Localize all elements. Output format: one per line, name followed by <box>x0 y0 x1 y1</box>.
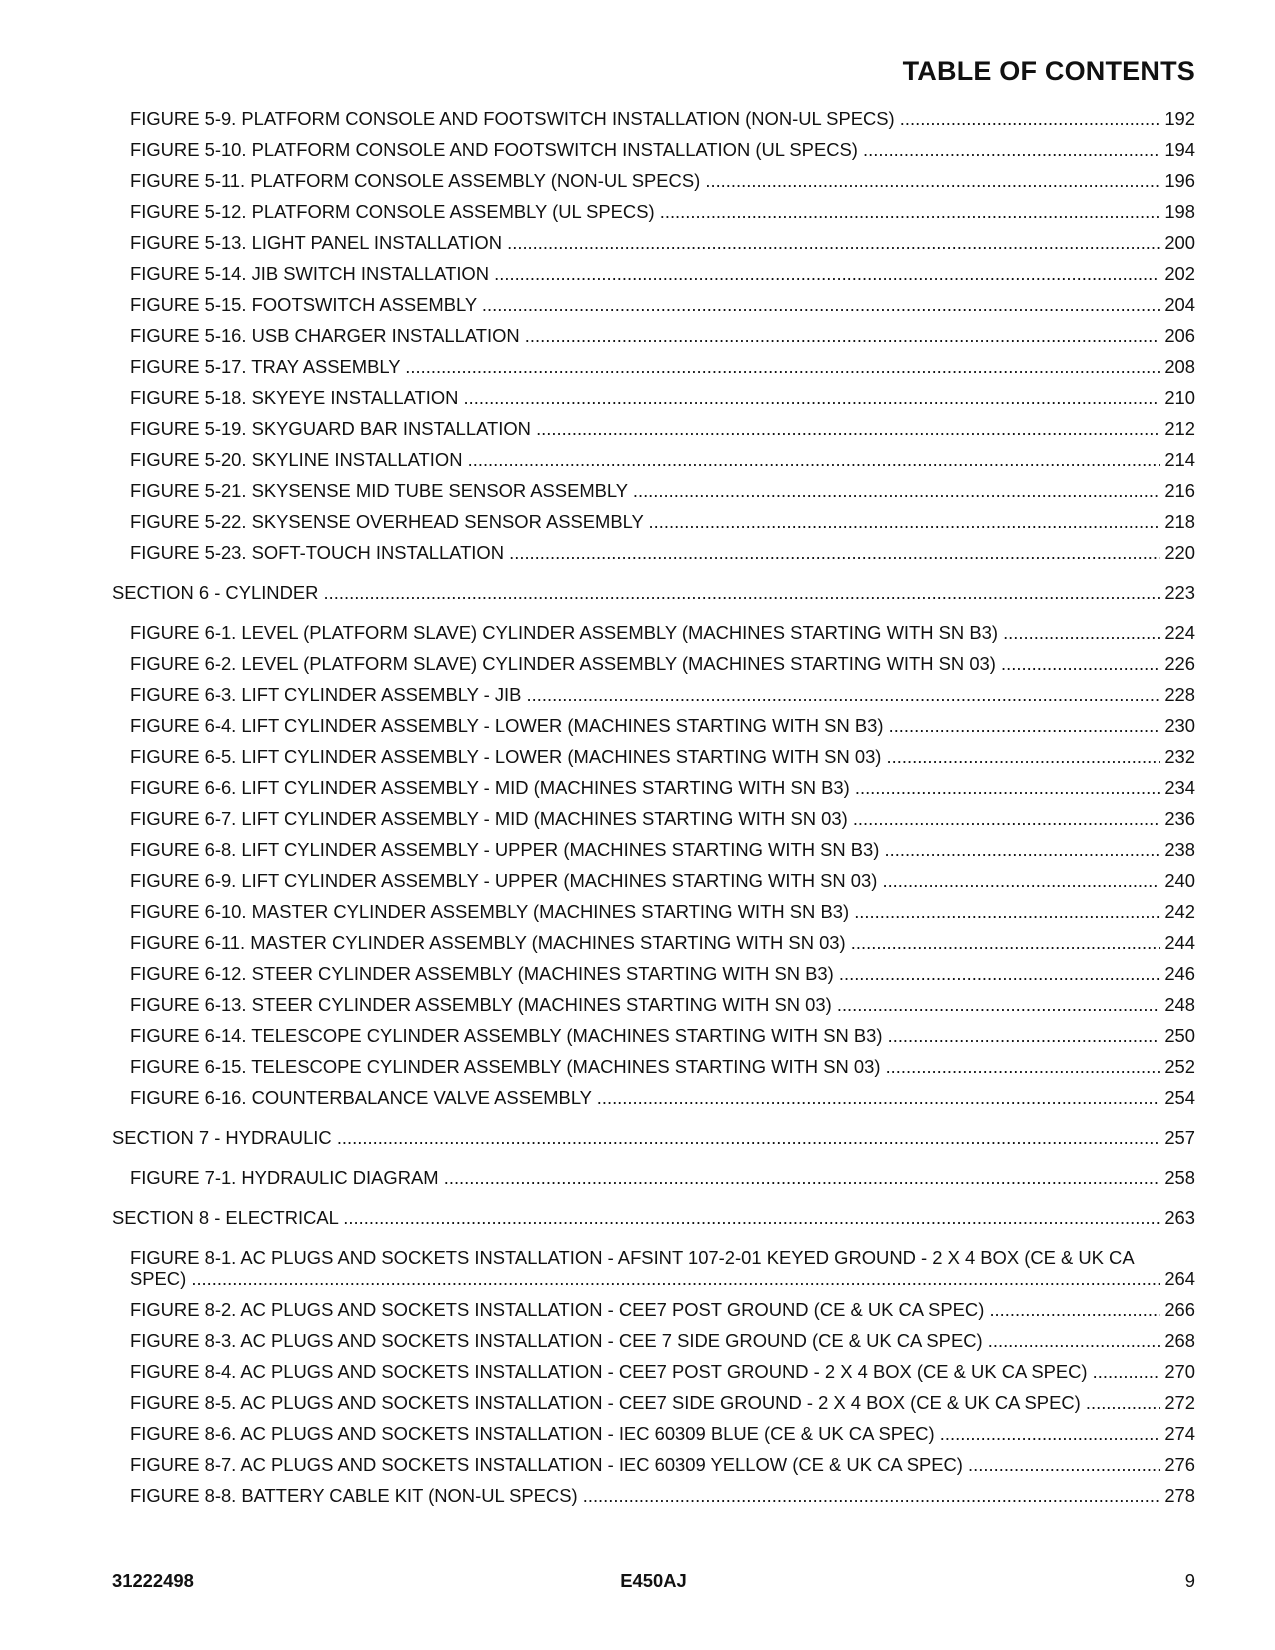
toc-entry[interactable] <box>130 201 1195 222</box>
toc-entry-page: 248 <box>1164 994 1195 1015</box>
toc-entry-page: 254 <box>1164 1087 1195 1108</box>
toc-entry-page: 270 <box>1164 1361 1195 1382</box>
toc-entry-title: FIGURE 7-1. HYDRAULIC DIAGRAM ..... <box>130 1167 1160 1188</box>
toc-entry-page: 216 <box>1164 480 1195 501</box>
toc-entry-title: FIGURE 8-2. AC PLUGS AND SOCKETS INSTALLATION - CEE7 POST GROUND (CE & UK CA SPEC) ..... <box>130 1299 1160 1320</box>
toc-entry-page: 244 <box>1164 932 1195 953</box>
toc-section-page: 263 <box>1164 1207 1195 1228</box>
toc-entry-title: FIGURE 6-2. LEVEL (PLATFORM SLAVE) CYLINDER ASSEMBLY (MACHINES STARTING WITH SN 03) ..... <box>130 653 1160 674</box>
toc-section-page: 223 <box>1164 582 1195 603</box>
toc-entry[interactable] <box>130 511 1195 532</box>
toc-entry-title: FIGURE 6-6. LIFT CYLINDER ASSEMBLY - MID (MACHINES STARTING WITH SN B3) ..... <box>130 777 1160 798</box>
toc-entry-page: 196 <box>1164 170 1195 191</box>
toc-entry-title: FIGURE 5-10. PLATFORM CONSOLE AND FOOTSWITCH INSTALLATION (UL SPECS) ..... <box>130 139 1160 160</box>
model-name: E450AJ <box>620 1570 687 1591</box>
toc-entry[interactable] <box>130 1423 1195 1444</box>
toc-entry-title: FIGURE 8-7. AC PLUGS AND SOCKETS INSTALLATION - IEC 60309 YELLOW (CE & UK CA SPEC) ..... <box>130 1454 1160 1475</box>
toc-entry[interactable] <box>130 901 1195 922</box>
toc-entry[interactable] <box>130 449 1195 470</box>
toc-entry-page: 220 <box>1164 542 1195 563</box>
toc-entry-page: 218 <box>1164 511 1195 532</box>
toc-section-6[interactable] <box>112 582 1195 603</box>
toc-entry[interactable] <box>130 1087 1195 1108</box>
toc-entry[interactable] <box>130 1025 1195 1046</box>
toc-entry-page: 200 <box>1164 232 1195 253</box>
toc-entry[interactable] <box>130 1330 1195 1351</box>
toc-entry-page: 210 <box>1164 387 1195 408</box>
toc-entry-title: FIGURE 6-13. STEER CYLINDER ASSEMBLY (MACHINES STARTING WITH SN 03) ..... <box>130 994 1160 1015</box>
toc-entry[interactable] <box>130 356 1195 377</box>
toc-entry-page: 238 <box>1164 839 1195 860</box>
toc-entry-title: FIGURE 6-15. TELESCOPE CYLINDER ASSEMBLY (MACHINES STARTING WITH SN 03) ..... <box>130 1056 1160 1077</box>
toc-entry[interactable] <box>130 387 1195 408</box>
toc-entry-page: 206 <box>1164 325 1195 346</box>
toc-entry[interactable] <box>130 480 1195 501</box>
toc-entry[interactable] <box>130 108 1195 129</box>
toc-entry[interactable] <box>130 839 1195 860</box>
toc-entry-page: 266 <box>1164 1299 1195 1320</box>
toc-entry-page: 208 <box>1164 356 1195 377</box>
toc-entry-title: FIGURE 8-1. AC PLUGS AND SOCKETS INSTALLATION - AFSINT 107-2-01 KEYED GROUND - 2 X 4 BOX (CE & UK CA <box>130 1247 1135 1268</box>
toc-entry-title: FIGURE 8-5. AC PLUGS AND SOCKETS INSTALLATION - CEE7 SIDE GROUND - 2 X 4 BOX (CE & UK CA SPEC) ..... <box>130 1392 1160 1413</box>
toc-entry-title: FIGURE 6-12. STEER CYLINDER ASSEMBLY (MACHINES STARTING WITH SN B3) ..... <box>130 963 1160 984</box>
toc-entry[interactable] <box>130 808 1195 829</box>
toc-entry-page: 192 <box>1164 108 1195 129</box>
toc-entry-page: 272 <box>1164 1392 1195 1413</box>
toc-entry-title: FIGURE 6-14. TELESCOPE CYLINDER ASSEMBLY (MACHINES STARTING WITH SN B3) ..... <box>130 1025 1160 1046</box>
toc-entry-title: FIGURE 6-8. LIFT CYLINDER ASSEMBLY - UPPER (MACHINES STARTING WITH SN B3) ..... <box>130 839 1160 860</box>
toc-entry-page: 276 <box>1164 1454 1195 1475</box>
toc-entry-page: 194 <box>1164 139 1195 160</box>
toc-entry-title: FIGURE 5-23. SOFT-TOUCH INSTALLATION ..... <box>130 542 1160 563</box>
toc-entry-page: 242 <box>1164 901 1195 922</box>
toc-entry-page: 230 <box>1164 715 1195 736</box>
toc-section-title: SECTION 6 - CYLINDER ..... <box>112 582 1160 603</box>
toc-entry-page: 198 <box>1164 201 1195 222</box>
toc-entry[interactable] <box>130 542 1195 563</box>
toc-entry[interactable] <box>130 1056 1195 1077</box>
toc-entry-title: FIGURE 5-11. PLATFORM CONSOLE ASSEMBLY (NON-UL SPECS) ..... <box>130 170 1160 191</box>
toc-entry-page: 232 <box>1164 746 1195 767</box>
toc-entry[interactable] <box>130 1392 1195 1413</box>
toc-entry-page: 228 <box>1164 684 1195 705</box>
toc-entry[interactable] <box>130 1485 1195 1506</box>
toc-entry-title: FIGURE 6-4. LIFT CYLINDER ASSEMBLY - LOWER (MACHINES STARTING WITH SN B3) ..... <box>130 715 1160 736</box>
document-number: 31222498 <box>112 1570 194 1591</box>
toc-entry-page: 234 <box>1164 777 1195 798</box>
toc-entry[interactable] <box>130 1247 1195 1289</box>
toc-entry-page: 246 <box>1164 963 1195 984</box>
toc-entry-page: 274 <box>1164 1423 1195 1444</box>
toc-entry-page: 236 <box>1164 808 1195 829</box>
toc-entry-title: FIGURE 8-3. AC PLUGS AND SOCKETS INSTALLATION - CEE 7 SIDE GROUND (CE & UK CA SPEC) ..... <box>130 1330 1160 1351</box>
toc-entry-title: FIGURE 6-9. LIFT CYLINDER ASSEMBLY - UPPER (MACHINES STARTING WITH SN 03) ..... <box>130 870 1160 891</box>
toc-entry-title: FIGURE 6-3. LIFT CYLINDER ASSEMBLY - JIB ..... <box>130 684 1160 705</box>
toc-section-title: SECTION 7 - HYDRAULIC ..... <box>112 1127 1160 1148</box>
toc-entry[interactable] <box>130 418 1195 439</box>
toc-entry-page: 212 <box>1164 418 1195 439</box>
toc-entry-page: 226 <box>1164 653 1195 674</box>
toc-entry-title: FIGURE 5-22. SKYSENSE OVERHEAD SENSOR ASSEMBLY ..... <box>130 511 1160 532</box>
toc-entry-title: FIGURE 5-16. USB CHARGER INSTALLATION ..... <box>130 325 1160 346</box>
toc-entry[interactable] <box>130 294 1195 315</box>
toc-entry-page: 202 <box>1164 263 1195 284</box>
toc-entry-title: FIGURE 6-16. COUNTERBALANCE VALVE ASSEMBLY ..... <box>130 1087 1160 1108</box>
toc-entry-title: FIGURE 8-8. BATTERY CABLE KIT (NON-UL SPECS) ..... <box>130 1485 1160 1506</box>
toc-entry-title: FIGURE 5-9. PLATFORM CONSOLE AND FOOTSWITCH INSTALLATION (NON-UL SPECS) ..... <box>130 108 1160 129</box>
toc-entry[interactable] <box>130 870 1195 891</box>
toc-entry-title: FIGURE 5-20. SKYLINE INSTALLATION ..... <box>130 449 1160 470</box>
toc-entry-title: FIGURE 6-1. LEVEL (PLATFORM SLAVE) CYLINDER ASSEMBLY (MACHINES STARTING WITH SN B3) ..... <box>130 622 1160 643</box>
toc-entry-page: 252 <box>1164 1056 1195 1077</box>
toc-entry[interactable] <box>130 1167 1195 1188</box>
toc-entry-title: FIGURE 5-17. TRAY ASSEMBLY ..... <box>130 356 1160 377</box>
toc-entry-page: 204 <box>1164 294 1195 315</box>
toc-entry-title: FIGURE 8-6. AC PLUGS AND SOCKETS INSTALLATION - IEC 60309 BLUE (CE & UK CA SPEC) ..... <box>130 1423 1160 1444</box>
toc-entry-page: 250 <box>1164 1025 1195 1046</box>
toc-entry-page: 214 <box>1164 449 1195 470</box>
toc-entry-title: FIGURE 5-15. FOOTSWITCH ASSEMBLY ..... <box>130 294 1160 315</box>
toc-entry[interactable] <box>130 232 1195 253</box>
toc-entry-title: FIGURE 5-14. JIB SWITCH INSTALLATION ..... <box>130 263 1160 284</box>
toc-entry[interactable] <box>130 1361 1195 1382</box>
toc-entry-title: FIGURE 5-18. SKYEYE INSTALLATION ..... <box>130 387 1160 408</box>
toc-section-page: 257 <box>1164 1127 1195 1148</box>
toc-entry-page: 240 <box>1164 870 1195 891</box>
toc-entry[interactable] <box>130 653 1195 674</box>
table-of-contents <box>0 108 1275 1516</box>
toc-entry[interactable] <box>130 170 1195 191</box>
toc-entry[interactable] <box>130 746 1195 767</box>
toc-entry-title-continued: SPEC) ..... <box>130 1268 1160 1289</box>
toc-entry-page: 258 <box>1164 1167 1195 1188</box>
toc-entry[interactable] <box>130 1454 1195 1475</box>
toc-entry[interactable] <box>130 1299 1195 1320</box>
page-number: 9 <box>1184 1570 1195 1591</box>
toc-entry-page: 264 <box>1164 1268 1195 1289</box>
page-title: TABLE OF CONTENTS <box>902 56 1195 86</box>
toc-entry-title: FIGURE 6-7. LIFT CYLINDER ASSEMBLY - MID (MACHINES STARTING WITH SN 03) ..... <box>130 808 1160 829</box>
toc-entry-title: FIGURE 8-4. AC PLUGS AND SOCKETS INSTALLATION - CEE7 POST GROUND - 2 X 4 BOX (CE & UK CA SPEC) ..... <box>130 1361 1160 1382</box>
toc-entry-title: FIGURE 5-19. SKYGUARD BAR INSTALLATION ..... <box>130 418 1160 439</box>
toc-entry-title: FIGURE 5-21. SKYSENSE MID TUBE SENSOR ASSEMBLY ..... <box>130 480 1160 501</box>
toc-entry-title: FIGURE 6-10. MASTER CYLINDER ASSEMBLY (MACHINES STARTING WITH SN B3) ..... <box>130 901 1160 922</box>
toc-entry[interactable] <box>130 994 1195 1015</box>
toc-section-title: SECTION 8 - ELECTRICAL ..... <box>112 1207 1160 1228</box>
toc-entry[interactable] <box>130 325 1195 346</box>
toc-entry[interactable] <box>130 932 1195 953</box>
toc-entry-page: 224 <box>1164 622 1195 643</box>
toc-entry[interactable] <box>130 963 1195 984</box>
toc-entry[interactable] <box>130 139 1195 160</box>
toc-entry-title: FIGURE 5-12. PLATFORM CONSOLE ASSEMBLY (UL SPECS) ..... <box>130 201 1160 222</box>
toc-entry[interactable] <box>130 684 1195 705</box>
toc-entry-title: FIGURE 6-5. LIFT CYLINDER ASSEMBLY - LOWER (MACHINES STARTING WITH SN 03) ..... <box>130 746 1160 767</box>
toc-entry[interactable] <box>130 715 1195 736</box>
toc-section-7[interactable] <box>112 1127 1195 1148</box>
toc-entry-page: 268 <box>1164 1330 1195 1351</box>
toc-entry[interactable] <box>130 777 1195 798</box>
toc-entry[interactable] <box>130 263 1195 284</box>
toc-entry[interactable] <box>130 622 1195 643</box>
toc-entry-page: 278 <box>1164 1485 1195 1506</box>
toc-entry-title: FIGURE 6-11. MASTER CYLINDER ASSEMBLY (MACHINES STARTING WITH SN 03) ..... <box>130 932 1160 953</box>
toc-entry-title: FIGURE 5-13. LIGHT PANEL INSTALLATION ..... <box>130 232 1160 253</box>
toc-section-8[interactable] <box>112 1207 1195 1228</box>
